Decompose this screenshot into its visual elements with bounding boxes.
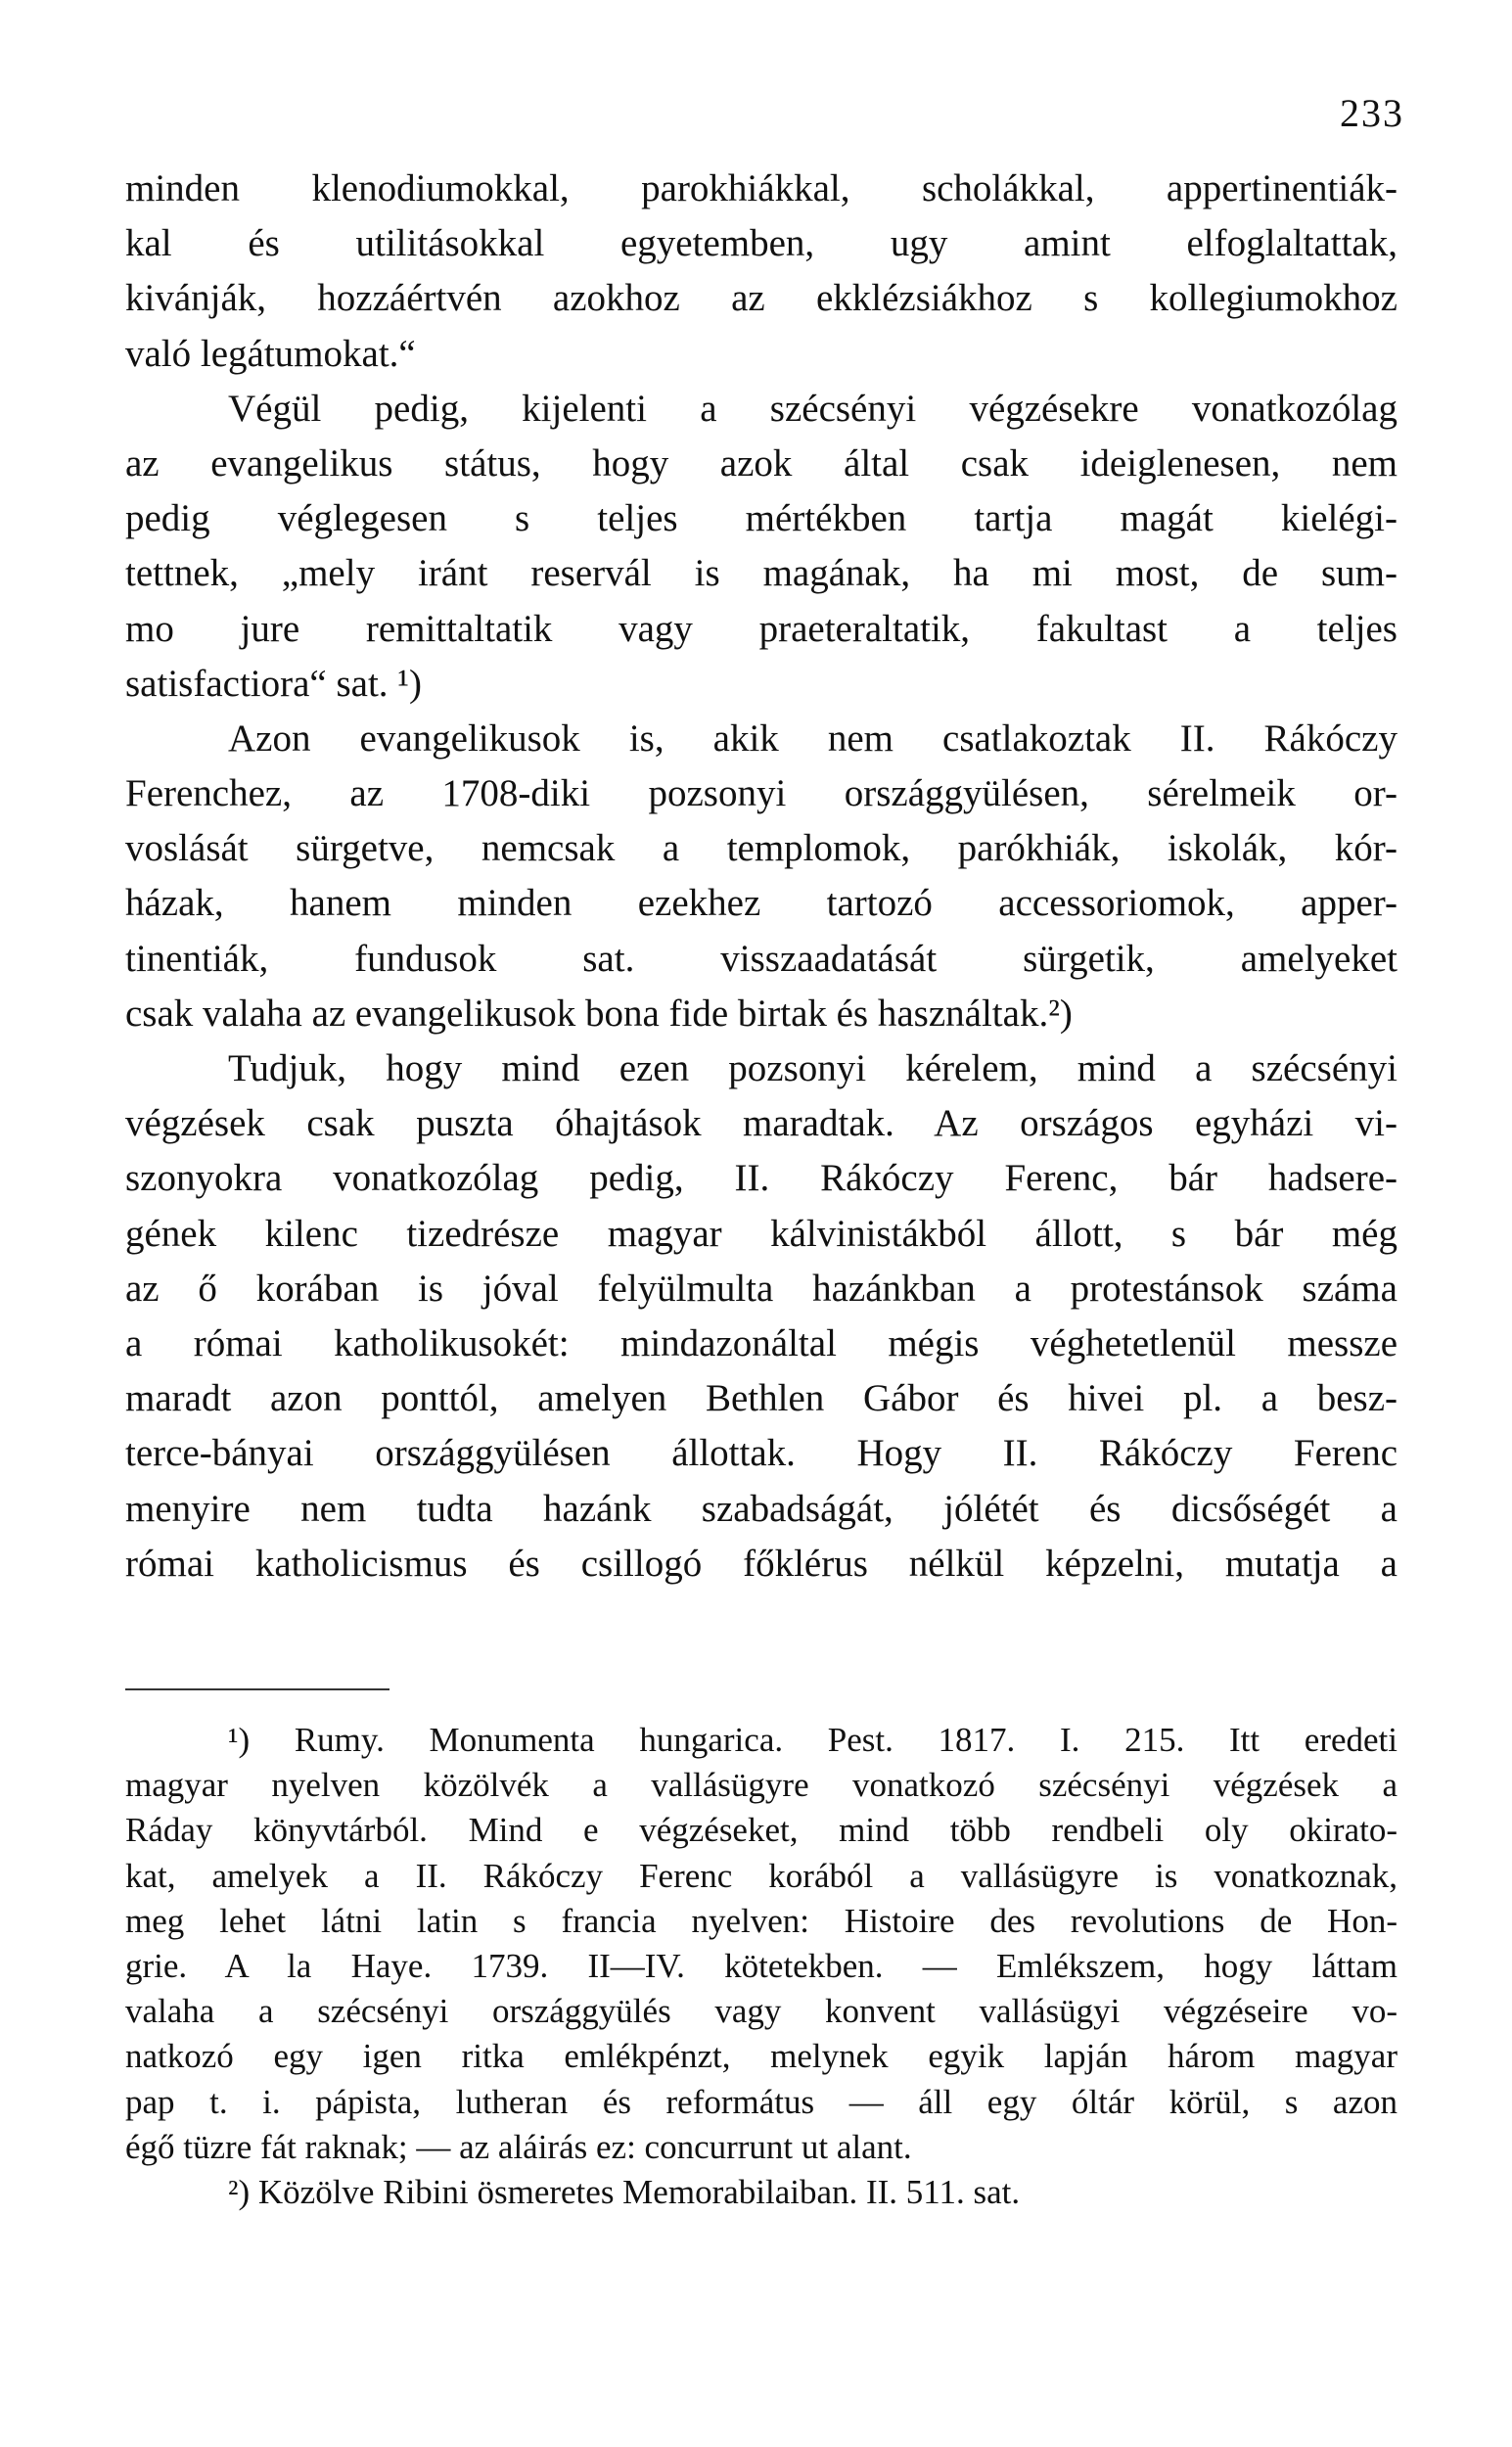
paragraph	[125, 382, 1397, 712]
page-number: 233	[1340, 91, 1404, 135]
text-line: gének kilenc tizedrésze magyar kálvinistákból állott, s bár még	[125, 1212, 1397, 1255]
text-line: házak, hanem minden ezekhez tartozó accessoriomok, apper-	[125, 882, 1397, 925]
paragraph	[125, 712, 1397, 1041]
paragraph	[125, 162, 1397, 382]
paragraph	[125, 1041, 1397, 1592]
footnote-line: égő tüzre fát raknak; — az aláirás ez: concurrunt ut alant.	[125, 2127, 912, 2166]
footnote-line: meg lehet látni latin s francia nyelven: Histoire des revolutions de Hon-	[125, 1901, 1397, 1940]
text-line: pedig véglegesen s teljes mértékben tartja magát kielégi-	[125, 497, 1397, 540]
text-line: szonyokra vonatkozólag pedig, II. Rákóczy Ferenc, bár hadsere-	[125, 1157, 1397, 1200]
text-line: satisfactiora“ sat. ¹)	[125, 662, 422, 705]
text-line: mo jure remittaltatik vagy praeteraltatik, fakultast a teljes	[125, 607, 1397, 650]
text-line: az ő korában is jóval felyülmulta hazánkban a protestánsok száma	[125, 1267, 1397, 1310]
text-line: kal és utilitásokkal egyetemben, ugy amint elfoglaltattak,	[125, 222, 1397, 265]
text-line: tettnek, „mely iránt reservál is magának, ha mi most, de sum-	[125, 552, 1397, 595]
text-line: a római katholikusokét: mindazonáltal mégis véghetetlenül messze	[125, 1321, 1397, 1364]
text-line: Tudjuk, hogy mind ezen pozsonyi kérelem, mind a szécsényi	[228, 1047, 1397, 1089]
footnote-line: pap t. i. pápista, lutheran és református — áll egy óltár körül, s azon	[125, 2082, 1397, 2121]
body-text	[125, 162, 1397, 1592]
text-line: római katholicismus és csillogó főklérus nélkül képzelni, mutatja a	[125, 1542, 1397, 1585]
text-line: kivánják, hozzáértvén azokhoz az ekklézsiákhoz s kollegiumokhoz	[125, 277, 1397, 320]
text-line: maradt azon ponttól, amelyen Bethlen Gábor és hivei pl. a besz-	[125, 1377, 1397, 1420]
text-line: Azon evangelikusok is, akik nem csatlakoztak II. Rákóczy	[228, 716, 1397, 760]
footnote-line: natkozó egy igen ritka emlékpénzt, melynek egyik lapján három magyar	[125, 2037, 1397, 2076]
footnote-line: valaha a szécsényi országgyülés vagy konvent vallásügyi végzéseire vo-	[125, 1992, 1397, 2031]
text-line: tinentiák, fundusok sat. visszaadatását sürgetik, amelyeket	[125, 937, 1397, 980]
text-line: való legátumokat.“	[125, 332, 416, 375]
footnote-line: grie. A la Haye. 1739. II—IV. kötetekben. — Emlékszem, hogy láttam	[125, 1946, 1397, 1985]
footnote-line: ²) Közölve Ribini ösmeretes Memorabilaiban. II. 511. sat.	[228, 2172, 1021, 2211]
text-line: csak valaha az evangelikusok bona fide birtak és használtak.²)	[125, 992, 1073, 1035]
footnote-2	[125, 2170, 1397, 2215]
text-line: voslását sürgetve, nemcsak a templomok, parókhiák, iskolák, kór-	[125, 827, 1397, 870]
text-line: végzések csak puszta óhajtások maradtak. Az országos egyházi vi-	[125, 1102, 1397, 1145]
text-line: menyire nem tudta hazánk szabadságát, jólétét és dicsőségét a	[125, 1487, 1397, 1530]
text-line: terce-bányai országgyülésen állottak. Hogy II. Rákóczy Ferenc	[125, 1432, 1397, 1475]
footnote-1	[125, 1718, 1397, 2170]
text-line: Ferenchez, az 1708-diki pozsonyi országgyülésen, sérelmeik or-	[125, 772, 1397, 815]
footnotes	[125, 1718, 1397, 2215]
footnote-line: Ráday könyvtárból. Mind e végzéseket, mind több rendbeli oly okirato-	[125, 1811, 1397, 1850]
text-line: az evangelikus státus, hogy azok által csak ideiglenesen, nem	[125, 441, 1397, 485]
footnote-line: kat, amelyek a II. Rákóczy Ferenc korából a vallásügyre is vonatkoznak,	[125, 1856, 1397, 1895]
text-line: Végül pedig, kijelenti a szécsényi végzésekre vonatkozólag	[228, 387, 1397, 430]
footnote-line: ¹) Rumy. Monumenta hungarica. Pest. 1817. I. 215. Itt eredeti	[228, 1721, 1397, 1759]
footnote-line: magyar nyelven közölvék a vallásügyre vonatkozó szécsényi végzések a	[125, 1766, 1397, 1805]
footnote-separator	[125, 1688, 389, 1690]
text-line: minden klenodiumokkal, parokhiákkal, scholákkal, appertinentiák-	[125, 167, 1397, 209]
